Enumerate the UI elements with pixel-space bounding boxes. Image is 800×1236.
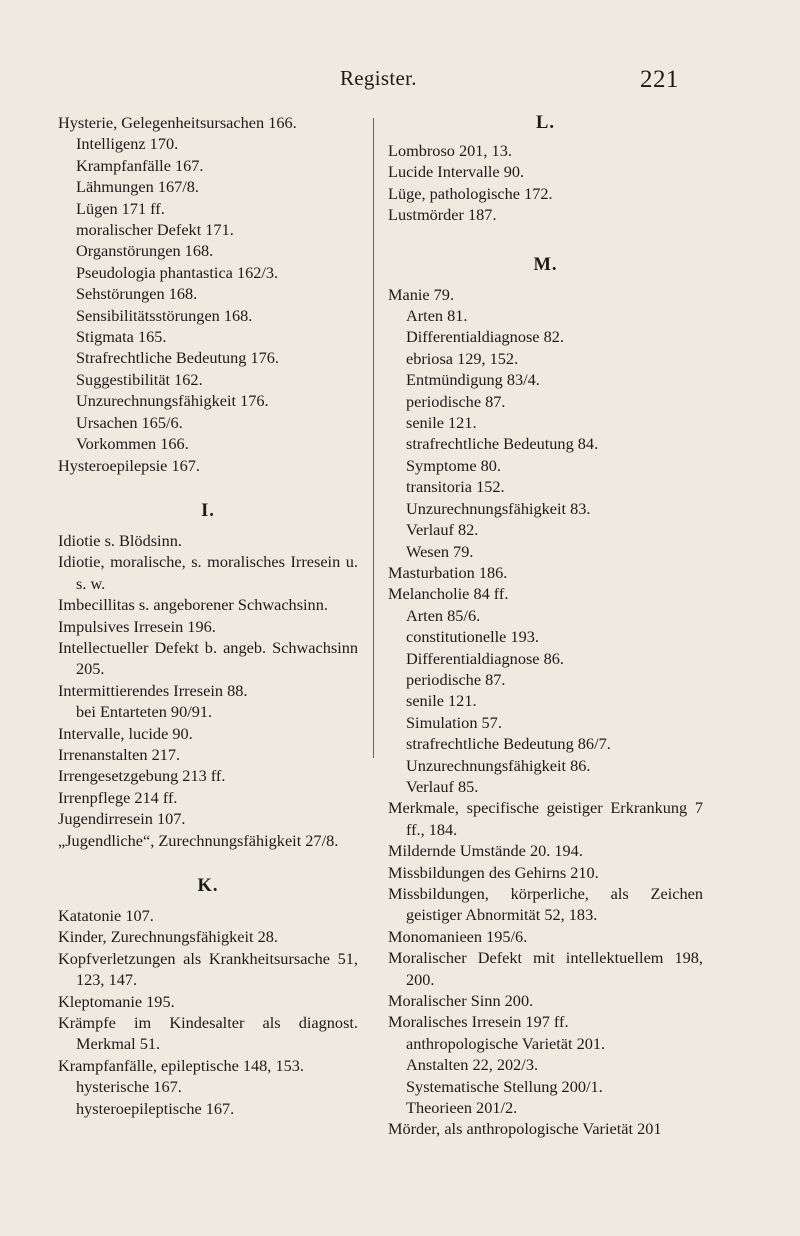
index-entry: Unzurechnungsfähigkeit 86. xyxy=(406,755,591,775)
index-entry: Moralisches Irresein 197 ff. xyxy=(388,1012,569,1032)
index-entry: periodische 87. xyxy=(406,391,506,411)
index-entry: Mörder, als anthropologische Varietät 201 xyxy=(388,1119,662,1139)
index-entry: Intermittierendes Irresein 88. xyxy=(58,680,248,700)
index-entry: Symptome 80. xyxy=(406,455,501,475)
index-entry: Unzurechnungsfähigkeit 83. xyxy=(406,498,591,518)
index-entry: Arten 85/6. xyxy=(406,605,481,625)
index-entry: Unzurechnungsfähigkeit 176. xyxy=(76,391,269,411)
index-entry: Simulation 57. xyxy=(406,712,502,732)
index-entry: Irrengesetzgebung 213 ff. xyxy=(58,766,226,786)
index-entry: Monomanieen 195/6. xyxy=(388,926,528,946)
index-entry: Melancholie 84 ff. xyxy=(388,584,509,604)
index-entry: periodische 87. xyxy=(406,669,506,689)
index-entry: Vorkommen 166. xyxy=(76,434,189,454)
index-entry: hysterische 167. xyxy=(76,1077,182,1097)
page-number: 221 xyxy=(640,66,679,93)
index-entry: Irrenanstalten 217. xyxy=(58,744,181,764)
index-entry: strafrechtliche Bedeutung 86/7. xyxy=(406,734,611,754)
index-entry: Intellectueller Defekt b. angeb. Schwachsinn 205. xyxy=(58,637,358,679)
index-entry: Irrenpflege 214 ff. xyxy=(58,787,178,807)
index-entry: Systematische Stellung 200/1. xyxy=(406,1076,603,1096)
index-entry: Krämpfe im Kindesalter als diagnost. Merkmal 51. xyxy=(58,1013,358,1054)
index-group-l xyxy=(388,140,703,226)
index-entry: Differentialdiagnose 86. xyxy=(406,648,564,668)
index-entry: Idiotie s. Blödsinn. xyxy=(58,530,182,550)
index-entry: Suggestibilität 162. xyxy=(76,369,203,389)
index-entry: Kleptomanie 195. xyxy=(58,991,175,1011)
index-entry: constitutionelle 193. xyxy=(406,627,539,647)
section-letter-i: I. xyxy=(201,500,215,521)
index-entry: Lügen 171 ff. xyxy=(76,198,165,218)
index-entry: Katatonie 107. xyxy=(58,906,154,925)
right-column xyxy=(388,112,703,1140)
index-entry: Verlauf 82. xyxy=(406,520,479,540)
index-entry: Ursachen 165/6. xyxy=(76,412,183,432)
index-entry: Imbecillitas s. angeborener Schwachsinn. xyxy=(58,595,328,615)
section-letter-l: L. xyxy=(536,113,555,133)
index-entry: Intervalle, lucide 90. xyxy=(58,723,193,743)
index-entry: Manie 79. xyxy=(388,284,455,304)
index-group-k xyxy=(58,905,358,1119)
index-entry: Moralischer Defekt mit intellektuellem 198, 200. xyxy=(388,948,703,989)
index-entry: senile 121. xyxy=(406,691,477,711)
index-entry: Anstalten 22, 202/3. xyxy=(406,1055,539,1075)
index-entry: Wesen 79. xyxy=(406,541,474,561)
index-entry: bei Entarteten 90/91. xyxy=(76,702,213,722)
left-column xyxy=(58,112,358,1119)
running-head: Register. xyxy=(340,66,417,90)
index-entry: strafrechtliche Bedeutung 84. xyxy=(406,434,599,454)
index-entry: Krampfanfälle, epileptische 148, 153. xyxy=(58,1055,304,1075)
index-entry: Kinder, Zurechnungsfähigkeit 28. xyxy=(58,927,278,947)
index-entry: Differentialdiagnose 82. xyxy=(406,327,564,347)
index-entry: Lucide Intervalle 90. xyxy=(388,162,525,182)
index-entry: transitoria 152. xyxy=(406,477,505,497)
index-entry: Intelligenz 170. xyxy=(76,134,179,154)
index-entry: Lombroso 201, 13. xyxy=(388,141,512,160)
index-entry: Moralischer Sinn 200. xyxy=(388,991,534,1011)
index-entry: Krampfanfälle 167. xyxy=(76,155,204,175)
index-entry: Organstörungen 168. xyxy=(76,241,214,261)
index-group-m xyxy=(388,284,703,1140)
index-entry: Lustmörder 187. xyxy=(388,205,497,225)
index-entry: Entmündigung 83/4. xyxy=(406,370,540,390)
index-entry: Impulsives Irresein 196. xyxy=(58,616,216,636)
index-entry: Missbildungen des Gehirns 210. xyxy=(388,862,599,882)
column-divider xyxy=(373,118,374,758)
index-entry: Verlauf 85. xyxy=(406,776,479,796)
index-entry: Stigmata 165. xyxy=(76,327,167,347)
index-entry: Lüge, pathologische 172. xyxy=(388,183,553,203)
index-entry: Idiotie, moralische, s. moralisches Irresein u. s. w. xyxy=(58,552,358,593)
index-entry: Missbildungen, körperliche, als Zeichen geistiger Abnormität 52, 183. xyxy=(388,884,703,925)
index-entry: Theorieen 201/2. xyxy=(406,1098,518,1118)
index-entry: Arten 81. xyxy=(406,306,468,326)
index-entry: ebriosa 129, 152. xyxy=(406,348,519,368)
index-entry: Lähmungen 167/8. xyxy=(76,177,199,197)
index-entry: Strafrechtliche Bedeutung 176. xyxy=(76,348,279,368)
index-entry: Hysteroepilepsie 167. xyxy=(58,455,200,475)
index-group-h xyxy=(58,112,358,476)
index-entry: anthropologische Varietät 201. xyxy=(406,1033,606,1053)
index-entry: Masturbation 186. xyxy=(388,562,508,582)
index-entry: senile 121. xyxy=(406,413,477,433)
index-entry: Sehstörungen 168. xyxy=(76,284,198,304)
index-entry: Pseudologia phantastica 162/3. xyxy=(76,262,279,282)
index-entry: moralischer Defekt 171. xyxy=(76,220,234,240)
section-letter-k: K. xyxy=(197,876,219,896)
index-entry: Mildernde Umstände 20. 194. xyxy=(388,841,583,861)
index-entry: Merkmale, specifische geistiger Erkrankung 7 ff., 184. xyxy=(388,798,703,839)
index-entry: „Jugendliche“, Zurechnungsfähigkeit 27/8. xyxy=(58,830,339,850)
index-entry: Hysterie, Gelegenheitsursachen 166. xyxy=(58,113,297,132)
index-entry: Jugendirresein 107. xyxy=(58,809,186,829)
index-entry: Sensibilitätsstörungen 168. xyxy=(76,305,253,325)
section-letter-m: M. xyxy=(533,254,558,275)
index-group-i xyxy=(58,530,358,851)
index-entry: Kopfverletzungen als Krankheitsursache 51, 123, 147. xyxy=(58,948,358,990)
index-entry: hysteroepileptische 167. xyxy=(76,1098,235,1118)
